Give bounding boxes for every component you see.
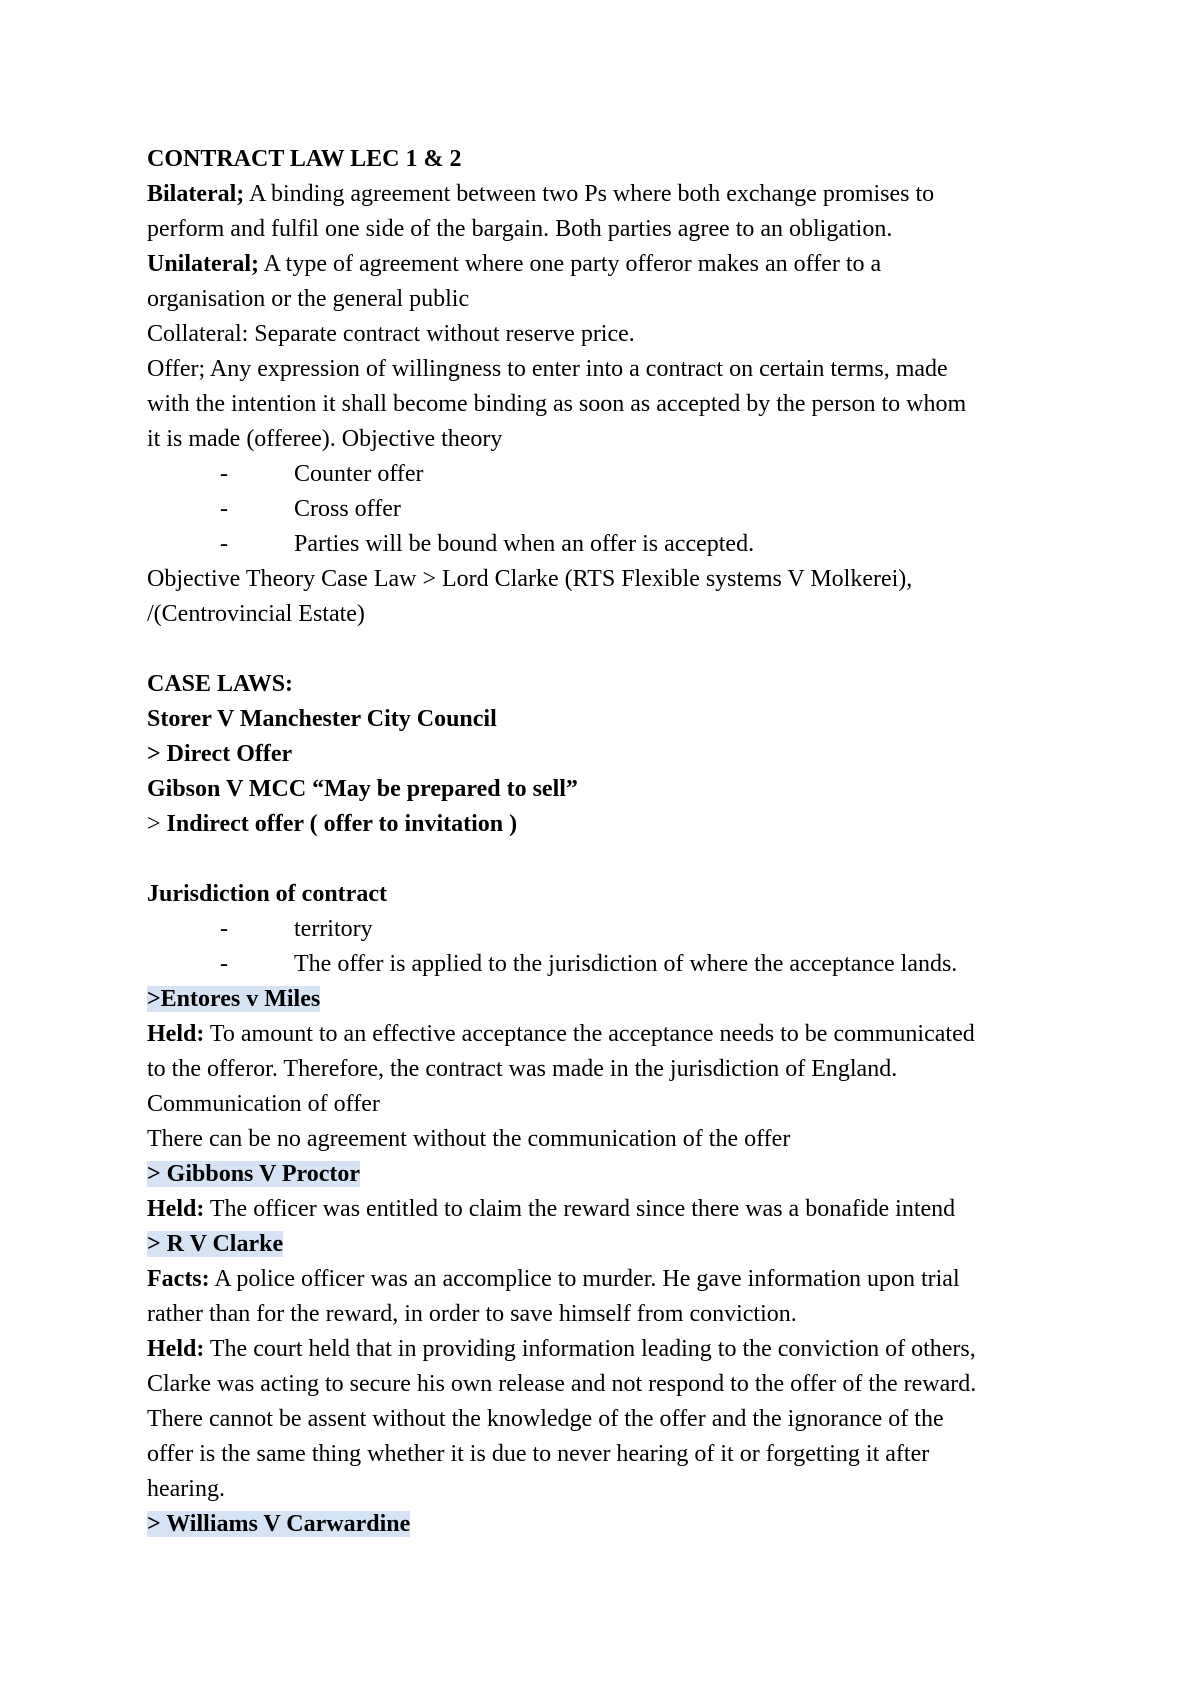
highlighted-case-name: > R V Clarke bbox=[147, 1231, 284, 1257]
list-item: - The offer is applied to the jurisdiction of where the acceptance lands. bbox=[147, 947, 1100, 982]
unilateral-definition: Unilateral; A type of agreement where one party offeror makes an offer to a bbox=[147, 251, 882, 277]
bullet-dash: - bbox=[220, 531, 228, 557]
case-gibbons bbox=[147, 1157, 1100, 1192]
unilateral-term: Unilateral; bbox=[147, 251, 259, 277]
case-gibson: Gibson V MCC “May be prepared to sell” bbox=[147, 776, 578, 802]
list-item: - Counter offer bbox=[147, 457, 1100, 492]
list-item: - territory bbox=[147, 912, 1100, 947]
held-clarke: Held: The court held that in providing information leading to the conviction of others, bbox=[147, 1336, 976, 1362]
communication-heading: Communication of offer bbox=[147, 1091, 380, 1117]
highlighted-case-name: >Entores v Miles bbox=[147, 986, 321, 1012]
bullet-dash: - bbox=[220, 461, 228, 487]
paragraph-gap bbox=[147, 632, 1100, 667]
offer-definition: Offer; Any expression of willingness to enter into a contract on certain terms, made bbox=[147, 356, 948, 382]
held-entores: Held: To amount to an effective acceptance the acceptance needs to be communicated bbox=[147, 1021, 975, 1047]
highlighted-case-name: > Williams V Carwardine bbox=[147, 1511, 411, 1537]
bilateral-definition: Bilateral; A binding agreement between two Ps where both exchange promises to bbox=[147, 181, 935, 207]
objective-theory-case-law: Objective Theory Case Law > Lord Clarke (RTS Flexible systems V Molkerei), bbox=[147, 566, 913, 592]
highlighted-case-name: > Gibbons V Proctor bbox=[147, 1161, 361, 1187]
case-clarke bbox=[147, 1227, 1100, 1262]
jurisdiction-heading: Jurisdiction of contract bbox=[147, 881, 387, 907]
document-title: CONTRACT LAW LEC 1 & 2 bbox=[147, 146, 462, 172]
case-laws-heading: CASE LAWS: bbox=[147, 671, 294, 697]
case-storer: Storer V Manchester City Council bbox=[147, 706, 497, 732]
held-clarke-cont: offer is the same thing whether it is due to never hearing of it or forgetting it after bbox=[147, 1441, 930, 1467]
bilateral-term: Bilateral; bbox=[147, 181, 245, 207]
list-item: - Cross offer bbox=[147, 492, 1100, 527]
facts-clarke-cont: rather than for the reward, in order to save himself from conviction. bbox=[147, 1301, 797, 1327]
collateral-definition: Collateral: Separate contract without reserve price. bbox=[147, 321, 635, 347]
bullet-dash: - bbox=[220, 951, 228, 977]
offer-definition-cont: it is made (offeree). Objective theory bbox=[147, 426, 503, 452]
paragraph-gap bbox=[147, 842, 1100, 877]
indirect-offer-note: > Indirect offer ( offer to invitation ) bbox=[147, 811, 518, 837]
list-item: - Parties will be bound when an offer is accepted. bbox=[147, 527, 1100, 562]
objective-theory-case-law-cont: /(Centrovincial Estate) bbox=[147, 601, 365, 627]
held-clarke-cont: hearing. bbox=[147, 1476, 225, 1502]
unilateral-definition-cont: organisation or the general public bbox=[147, 286, 470, 312]
held-clarke-cont: There cannot be assent without the knowledge of the offer and the ignorance of the bbox=[147, 1406, 944, 1432]
case-entores bbox=[147, 982, 1100, 1017]
direct-offer-note: > Direct Offer bbox=[147, 741, 293, 767]
bilateral-definition-cont: perform and fulfil one side of the bargain. Both parties agree to an obligation. bbox=[147, 216, 893, 242]
bullet-dash: - bbox=[220, 916, 228, 942]
communication-text: There can be no agreement without the communication of the offer bbox=[147, 1126, 791, 1152]
facts-clarke: Facts: A police officer was an accomplice to murder. He gave information upon trial bbox=[147, 1266, 960, 1292]
offer-definition-cont: with the intention it shall become binding as soon as accepted by the person to whom bbox=[147, 391, 967, 417]
held-entores-cont: to the offeror. Therefore, the contract was made in the jurisdiction of England. bbox=[147, 1056, 898, 1082]
bullet-dash: - bbox=[220, 496, 228, 522]
held-clarke-cont: Clarke was acting to secure his own release and not respond to the offer of the reward. bbox=[147, 1371, 977, 1397]
case-williams bbox=[147, 1507, 1100, 1542]
held-gibbons: Held: The officer was entitled to claim the reward since there was a bonafide intend bbox=[147, 1196, 956, 1222]
